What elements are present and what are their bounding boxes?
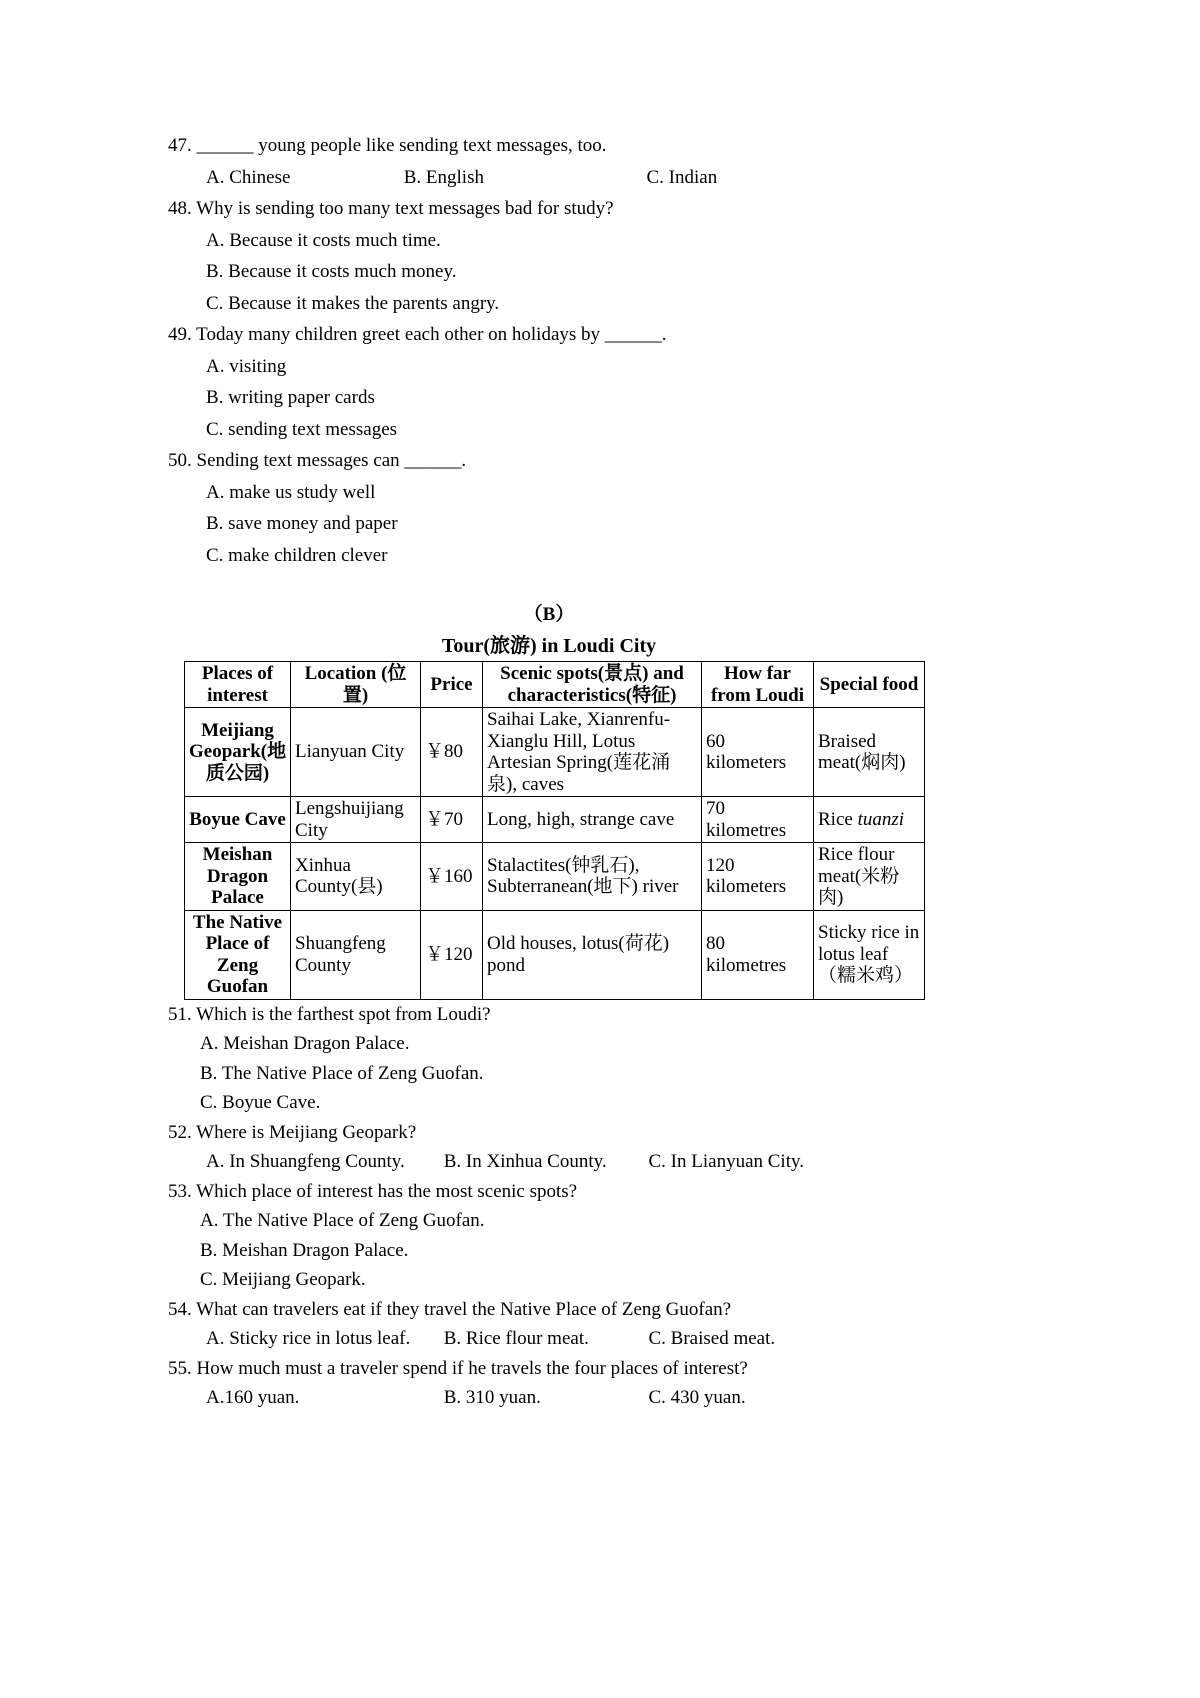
cell-distance: 60 kilometers (702, 708, 814, 797)
questions-47-50-section (168, 130, 930, 571)
option-b: B. In Xinhua County. (443, 1151, 607, 1172)
food-italic-text: tuanzi (857, 808, 905, 830)
question-51 (168, 1000, 930, 1030)
table-row-boyue-cave (185, 797, 925, 843)
option-c: C. Because it makes the parents angry. (206, 292, 500, 314)
cell-location: Lianyuan City (291, 708, 421, 797)
tour-table (184, 661, 925, 1000)
option-c: C. make children clever (206, 544, 388, 566)
question-48 (168, 193, 930, 225)
option-b: B. The Native Place of Zeng Guofan. (200, 1062, 484, 1084)
col-header-price: Price (421, 662, 483, 708)
cell-scenic: Saihai Lake, Xianrenfu-Xianglu Hill, Lotus Artesian Spring(莲花涌泉), caves (483, 708, 702, 797)
col-header-scenic: Scenic spots(景点) and characteristics(特征) (483, 662, 702, 708)
question-number: 51. (168, 1003, 192, 1025)
option-c: C. Boyue Cave. (200, 1092, 321, 1113)
table-header-row (185, 662, 925, 708)
table-row-meishan-dragon-palace (185, 843, 925, 911)
question-55-options (168, 1383, 930, 1413)
table-row-zeng-guofan (185, 910, 925, 999)
option-c: C. Indian (646, 166, 718, 188)
option-c: C. Braised meat. (648, 1328, 776, 1349)
cell-distance: 70 kilometres (702, 797, 814, 843)
cell-place: Meijiang Geopark(地质公园) (185, 708, 291, 797)
question-52 (168, 1118, 930, 1148)
question-47-options (168, 162, 930, 194)
question-49 (168, 319, 930, 351)
cell-place: Meishan Dragon Palace (185, 843, 291, 911)
question-number: 54. (168, 1298, 192, 1320)
option-c: C. sending text messages (206, 418, 398, 440)
cell-scenic: Old houses, lotus(荷花) pond (483, 910, 702, 999)
question-number: 55. (168, 1357, 192, 1379)
question-number: 47. (168, 135, 192, 156)
cell-scenic: Stalactites(钟乳石), Subterranean(地下) river (483, 843, 702, 911)
questions-51-55-section (168, 1000, 930, 1413)
question-stem: ______ young people like sending text messages, too. (196, 135, 607, 156)
question-stem: What can travelers eat if they travel the Native Place of Zeng Guofan? (196, 1298, 732, 1320)
question-stem: How much must a traveler spend if he travels the four places of interest? (196, 1357, 748, 1379)
option-b: B. save money and paper (206, 513, 398, 534)
cell-food: Sticky rice in lotus leaf （糯米鸡） (814, 910, 925, 999)
table-row-meijiang-geopark (185, 708, 925, 797)
section-b-label: （B） (523, 604, 575, 625)
option-c: C. 430 yuan. (648, 1387, 746, 1408)
cell-distance: 80 kilometres (702, 910, 814, 999)
question-stem: Which place of interest has the most scenic spots? (196, 1180, 578, 1202)
cell-place: The Native Place of Zeng Guofan (185, 910, 291, 999)
cell-food (814, 797, 925, 843)
question-54 (168, 1295, 930, 1325)
cell-price: ￥120 (421, 910, 483, 999)
cell-scenic: Long, high, strange cave (483, 797, 702, 843)
food-text: Rice (818, 808, 858, 830)
option-b: B. Meishan Dragon Palace. (200, 1239, 409, 1261)
question-50 (168, 445, 930, 477)
cell-price: ￥70 (421, 797, 483, 843)
question-53 (168, 1177, 930, 1207)
cell-food: Rice flour meat(米粉肉) (814, 843, 925, 911)
option-b: B. 310 yuan. (443, 1387, 541, 1408)
col-header-food: Special food (814, 662, 925, 708)
cell-location: Shuangfeng County (291, 910, 421, 999)
question-52-options (168, 1147, 930, 1177)
cell-price: ￥160 (421, 843, 483, 911)
option-a: A. The Native Place of Zeng Guofan. (200, 1210, 485, 1231)
question-number: 52. (168, 1121, 192, 1143)
question-54-options (168, 1324, 930, 1354)
question-number: 48. (168, 198, 192, 219)
cell-distance: 120 kilometers (702, 843, 814, 911)
option-a: A. visiting (206, 355, 287, 377)
question-stem: Sending text messages can ______. (196, 450, 467, 471)
option-b: B. English (403, 166, 484, 188)
col-header-location: Location (位置) (291, 662, 421, 708)
option-a: A. Chinese (206, 166, 291, 188)
option-a: A. Because it costs much time. (206, 229, 441, 251)
question-stem: Where is Meijiang Geopark? (196, 1121, 417, 1143)
option-a: A.160 yuan. (206, 1387, 300, 1408)
cell-place: Boyue Cave (185, 797, 291, 843)
option-c: C. In Lianyuan City. (648, 1151, 804, 1172)
option-b: B. writing paper cards (206, 387, 375, 408)
question-number: 53. (168, 1180, 192, 1202)
option-a: A. Meishan Dragon Palace. (200, 1033, 410, 1054)
option-b: B. Rice flour meat. (443, 1328, 589, 1349)
option-c: C. Meijiang Geopark. (200, 1269, 366, 1290)
option-b: B. Because it costs much money. (206, 261, 457, 282)
option-a: A. In Shuangfeng County. (206, 1151, 405, 1172)
question-stem: Which is the farthest spot from Loudi? (196, 1003, 491, 1025)
question-number: 50. (168, 450, 192, 471)
cell-location: Lengshuijiang City (291, 797, 421, 843)
cell-location: Xinhua County(县) (291, 843, 421, 911)
col-header-places: Places of interest (185, 662, 291, 708)
option-a: A. make us study well (206, 481, 376, 503)
question-stem: Why is sending too many text messages bad for study? (196, 198, 614, 219)
cell-food: Braised meat(焖肉) (814, 708, 925, 797)
question-55 (168, 1354, 930, 1384)
question-number: 49. (168, 324, 192, 345)
table-title: Tour(旅游) in Loudi City (441, 635, 657, 657)
option-a: A. Sticky rice in lotus leaf. (206, 1328, 411, 1349)
col-header-distance: How far from Loudi (702, 662, 814, 708)
question-47 (168, 130, 930, 162)
cell-price: ￥80 (421, 708, 483, 797)
question-stem: Today many children greet each other on holidays by ______. (196, 324, 667, 345)
